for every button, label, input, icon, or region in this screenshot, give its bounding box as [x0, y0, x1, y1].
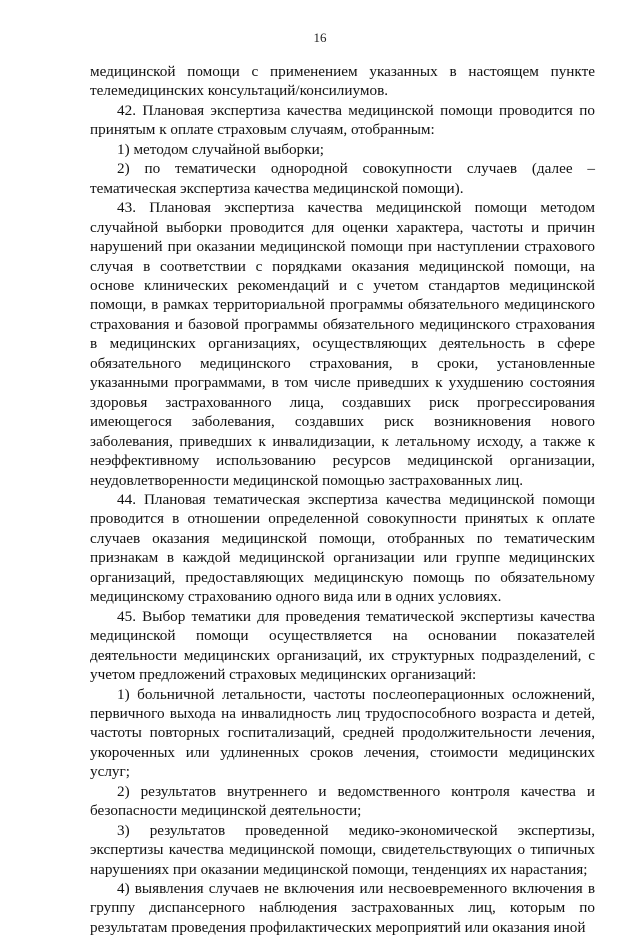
- list-item-42-1: 1) методом случайной выборки;: [117, 140, 324, 158]
- paragraph-continuation: медицинской помощи с применением указанных в настоящем пункте телемедицинских консультаций/консилиумов.: [90, 63, 595, 100]
- paragraph-44: 44. Плановая тематическая экспертиза качества медицинской помощи проводится в отношении определенной совокупности принятых к оплате случаев оказания медицинской помощи, отобранных по тематическим признакам в каждой медицинской организации или группе медицинских организаций, предоставляющих медицинскую помощь по обязательному медицинскому страхованию одного вида или в одних условиях.: [90, 490, 595, 606]
- paragraph-43: 43. Плановая экспертиза качества медицинской помощи методом случайной выборки проводится для оценки характера, частоты и причин нарушений при оказании медицинской помощи при наступлении страхового случая в соответствии с порядками оказания медицинской помощи, на основе клинических рекомендаций и с учетом стандартов медицинской помощи, в рамках территориальной программы обязательного медицинского страхования и базовой программы обязательного медицинского страхования в медицинских организациях, осуществляющих деятельность в сфере обязательного медицинского страхования, в сроки, установленные указанными программами, в том числе приведших к ухудшению состояния здоровья застрахованного лица, создавших риск прогрессирования имеющегося заболевания, создавших риск возникновения нового заболевания, приведших к инвалидизации, к летальному исходу, а также к неэффективному использованию ресурсов медицинской организации, неудовлетворенности медицинской помощью застрахованных лиц.: [90, 199, 595, 489]
- paragraph-42: 42. Плановая экспертиза качества медицинской помощи проводится по принятым к оплате страховым случаям, отобранным:: [90, 101, 595, 139]
- page-number: 16: [313, 30, 327, 45]
- list-item-45-1: 1) больничной летальности, частоты послеоперационных осложнений, первичного выхода на инвалидность лиц трудоспособного возраста и детей, частоты повторных госпитализаций, средней продолжительности лечения, укороченных или удлиненных сроков лечения, стоимости медицинских услуг;: [90, 685, 595, 781]
- list-item-45-4: 4) выявления случаев не включения или несвоевременного включения в группу диспансерного наблюдения застрахованных лиц, которым по результатам проведения профилактических мероприятий или оказания иной: [90, 880, 595, 936]
- list-item-45-3: 3) результатов проведенной медико-экономической экспертизы, экспертизы качества медицинской помощи, свидетельствующих о типичных нарушениях при оказании медицинской помощи, тенденциях их нарастания;: [90, 821, 595, 878]
- document-body: [90, 62, 595, 937]
- paragraph-45: 45. Выбор тематики для проведения тематической экспертизы качества медицинской помощи осуществляется на основании показателей деятельности медицинских организаций, их структурных подразделений, с учетом предложений страховых медицинских организаций:: [90, 607, 595, 684]
- list-item-42-2: 2) по тематически однородной совокупности случаев (далее – тематическая экспертиза качества медицинской помощи).: [90, 160, 595, 197]
- list-item-45-2: 2) результатов внутреннего и ведомственного контроля качества и безопасности медицинской деятельности;: [90, 782, 595, 820]
